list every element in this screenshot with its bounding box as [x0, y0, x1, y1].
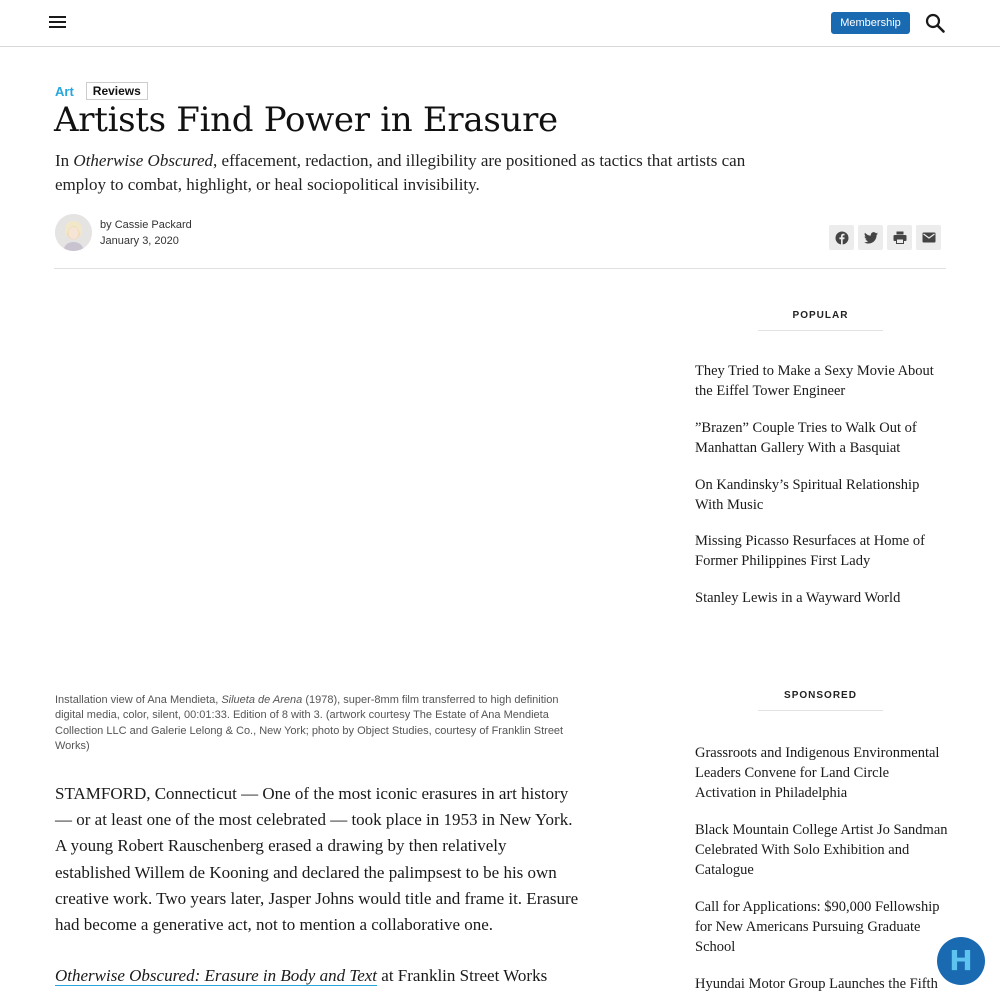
printer-icon: [893, 231, 907, 244]
byline: [100, 219, 192, 231]
share-twitter-button[interactable]: [858, 225, 883, 250]
byline-prefix: by: [100, 219, 115, 231]
print-button[interactable]: [887, 225, 912, 250]
dek-prefix: In: [55, 151, 74, 170]
menu-line: [49, 21, 66, 23]
share-email-button[interactable]: [916, 225, 941, 250]
popular-link[interactable]: Stanley Lewis in a Wayward World: [695, 590, 901, 606]
search-icon[interactable]: [924, 12, 946, 34]
article-dek: [55, 149, 795, 197]
popular-link[interactable]: On Kandinsky’s Spiritual Relationship With Music: [695, 477, 920, 513]
facebook-icon: [835, 231, 849, 245]
author-portrait-icon: [55, 214, 92, 251]
twitter-icon: [864, 232, 878, 244]
article-paragraph: STAMFORD, Connecticut — One of the most iconic erasures in art history — or at least one of the most celebrated — took place in 1953 in New York. A young Robert Rauschenberg erased a drawing by then relatively established Willem de Kooning and declared the palimpsest to be his own creative work. Two years later, Jasper Johns would title and frame it. Erasure had become a generative act, not to mention a collaborative one.: [55, 784, 579, 935]
hamburger-menu-icon[interactable]: [48, 13, 68, 31]
sponsored-heading: SPONSORED: [758, 690, 883, 701]
dek-italic-title: Otherwise Obscured: [73, 151, 214, 170]
email-icon: [922, 232, 936, 243]
sponsored-link[interactable]: Call for Applications: $90,000 Fellowship for New Americans Pursuing Graduate School: [695, 899, 940, 955]
menu-line: [49, 26, 66, 28]
membership-button[interactable]: Membership: [831, 12, 910, 34]
dek-suffix: , effacement, redaction, and illegibility are positioned as tactics that artists can employ to combat, highlight, or heal sociopolitical invisibility.: [55, 151, 746, 194]
hero-image: [54, 290, 579, 685]
sponsored-link[interactable]: Black Mountain College Artist Jo Sandman Celebrated With Solo Exhibition and Catalogue: [695, 822, 948, 878]
author-link[interactable]: Cassie Packard: [114, 219, 192, 231]
site-header: [0, 0, 1000, 47]
image-caption: [55, 693, 585, 754]
article-paragraph: [55, 963, 585, 989]
popular-link[interactable]: They Tried to Make a Sexy Movie About the Eiffel Tower Engineer: [695, 363, 934, 399]
caption-artwork-title: Silueta de Arena: [221, 694, 303, 706]
article-title: Artists Find Power in Erasure: [54, 100, 558, 140]
paragraph-text: at Franklin Street Works: [377, 966, 548, 985]
menu-line: [49, 16, 66, 18]
exhibition-link[interactable]: Otherwise Obscured: Erasure in Body and Text: [55, 966, 378, 985]
author-avatar[interactable]: [55, 214, 92, 251]
caption-part: Installation view of Ana Mendieta,: [55, 694, 222, 706]
logo-letter: H: [949, 944, 973, 977]
site-logo-badge[interactable]: [937, 937, 985, 985]
share-buttons: [829, 225, 941, 250]
popular-link[interactable]: ”Brazen” Couple Tries to Walk Out of Manhattan Gallery With a Basquiat: [695, 420, 917, 456]
category-link-art[interactable]: Art: [55, 83, 74, 99]
sponsored-link[interactable]: Grassroots and Indigenous Environmental Leaders Convene for Land Circle Activation in Philadelphia: [695, 745, 940, 801]
header-divider: [54, 268, 946, 269]
popular-heading: POPULAR: [758, 310, 883, 321]
sponsored-link[interactable]: Hyundai Motor Group Launches the Fifth: [695, 976, 938, 992]
caption-part: (1978), super-8mm film transferred to high definition digital media, color, silent, 00:01:33. Edition of 8 with 3. (artwork courtesy The Estate of Ana Mendieta Collection LLC and Galerie Lelong & Co., New York; photo by Object Studies, courtesy of Franklin Street Works): [55, 694, 564, 752]
share-facebook-button[interactable]: [829, 225, 854, 250]
popular-link[interactable]: Missing Picasso Resurfaces at Home of Former Philippines First Lady: [695, 533, 925, 569]
article-categories: [55, 82, 148, 100]
publish-date: January 3, 2020: [100, 235, 179, 247]
category-link-reviews[interactable]: Reviews: [86, 82, 148, 100]
